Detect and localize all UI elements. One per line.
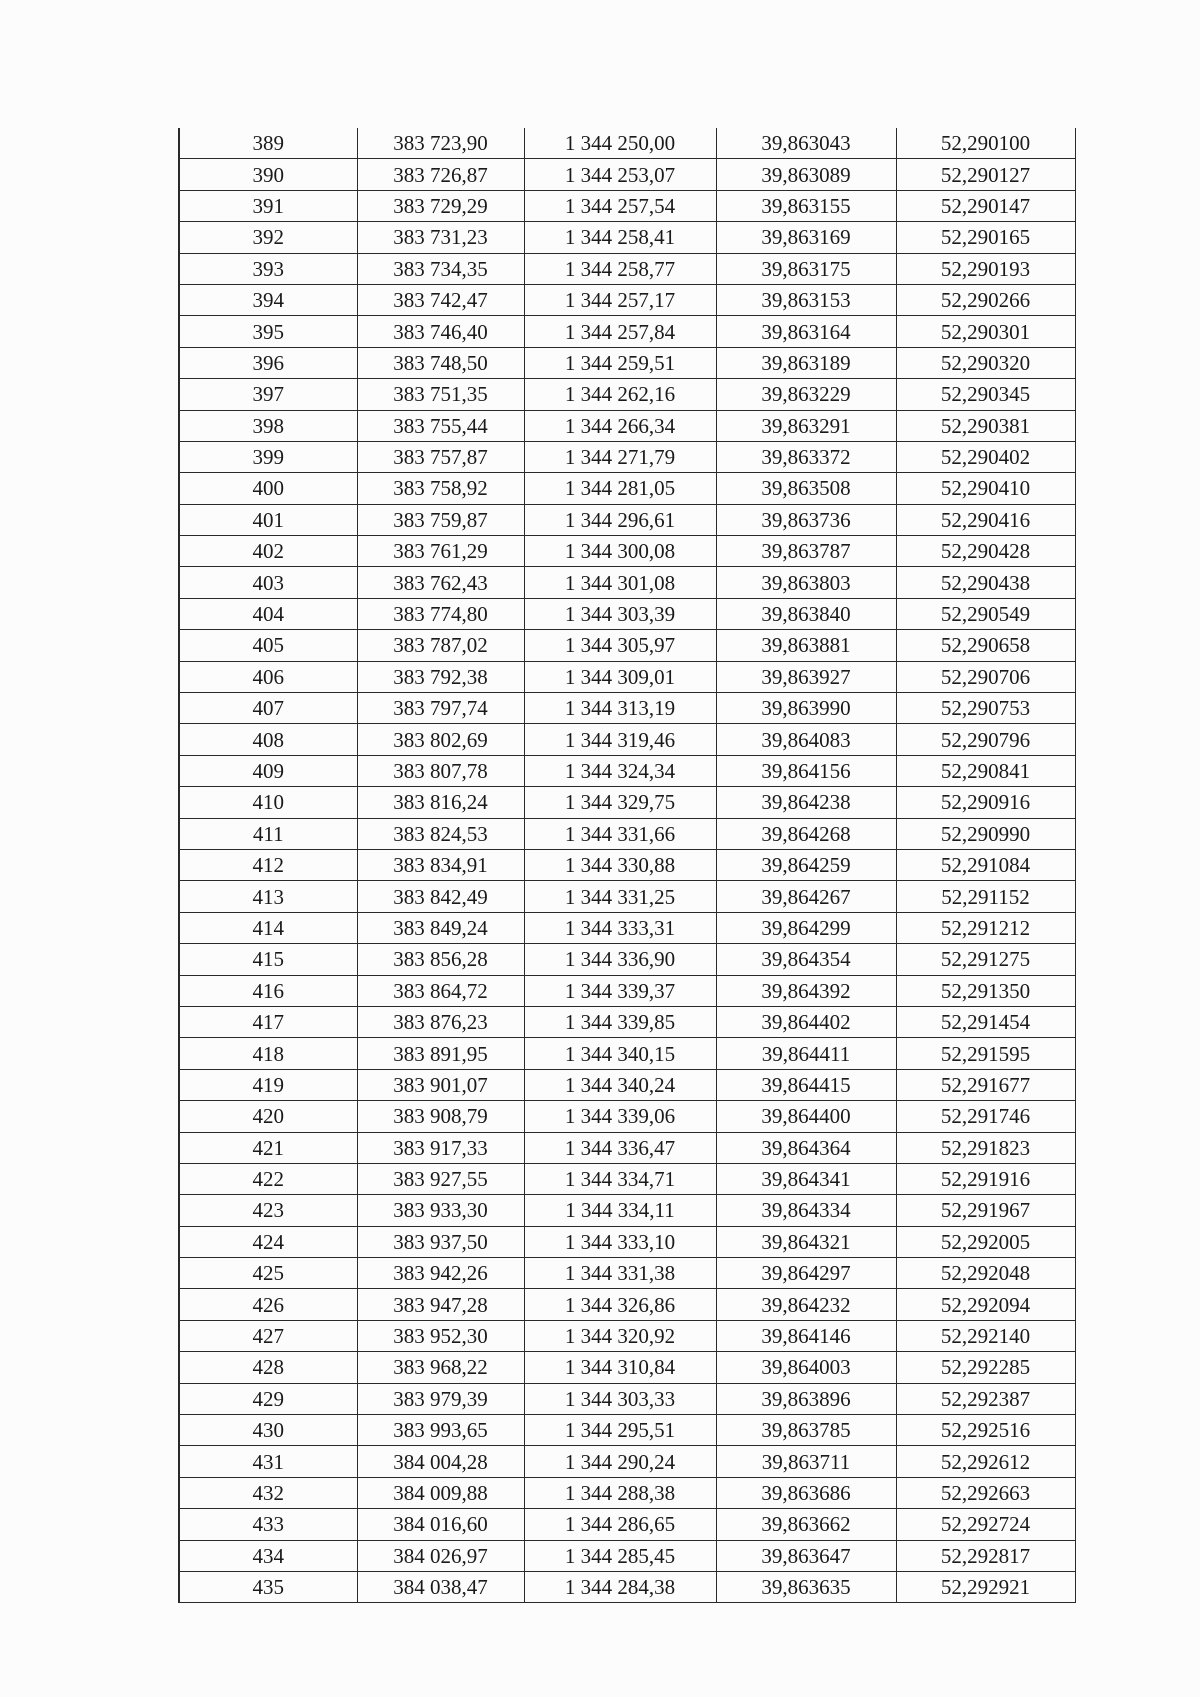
x-coordinate-cell: 384 009,88	[357, 1477, 524, 1508]
latitude-cell: 52,291350	[896, 975, 1075, 1006]
table-row	[179, 159, 1075, 190]
y-coordinate-cell: 1 344 340,15	[524, 1038, 716, 1069]
point-number-cell: 410	[179, 787, 357, 818]
point-number-cell: 416	[179, 975, 357, 1006]
table-row	[179, 1069, 1075, 1100]
x-coordinate-cell: 383 792,38	[357, 661, 524, 692]
table-row	[179, 598, 1075, 629]
latitude-cell: 52,290301	[896, 316, 1075, 347]
y-coordinate-cell: 1 344 331,25	[524, 881, 716, 912]
longitude-cell: 39,863711	[716, 1446, 896, 1477]
latitude-cell: 52,290193	[896, 253, 1075, 284]
longitude-cell: 39,863153	[716, 284, 896, 315]
longitude-cell: 39,863155	[716, 190, 896, 221]
longitude-cell: 39,864354	[716, 944, 896, 975]
longitude-cell: 39,863840	[716, 598, 896, 629]
y-coordinate-cell: 1 344 303,39	[524, 598, 716, 629]
longitude-cell: 39,863229	[716, 379, 896, 410]
longitude-cell: 39,864267	[716, 881, 896, 912]
table-row	[179, 190, 1075, 221]
x-coordinate-cell: 383 751,35	[357, 379, 524, 410]
latitude-cell: 52,290706	[896, 661, 1075, 692]
x-coordinate-cell: 383 774,80	[357, 598, 524, 629]
x-coordinate-cell: 383 807,78	[357, 755, 524, 786]
latitude-cell: 52,290266	[896, 284, 1075, 315]
longitude-cell: 39,863089	[716, 159, 896, 190]
latitude-cell: 52,290438	[896, 567, 1075, 598]
y-coordinate-cell: 1 344 334,71	[524, 1163, 716, 1194]
x-coordinate-cell: 383 901,07	[357, 1069, 524, 1100]
table-row	[179, 849, 1075, 880]
table-row	[179, 504, 1075, 535]
latitude-cell: 52,291746	[896, 1101, 1075, 1132]
longitude-cell: 39,864156	[716, 755, 896, 786]
point-number-cell: 409	[179, 755, 357, 786]
table-row	[179, 1195, 1075, 1226]
point-number-cell: 432	[179, 1477, 357, 1508]
point-number-cell: 429	[179, 1383, 357, 1414]
point-number-cell: 401	[179, 504, 357, 535]
longitude-cell: 39,863881	[716, 630, 896, 661]
point-number-cell: 413	[179, 881, 357, 912]
table-row	[179, 347, 1075, 378]
x-coordinate-cell: 383 849,24	[357, 912, 524, 943]
x-coordinate-cell: 383 797,74	[357, 693, 524, 724]
longitude-cell: 39,863043	[716, 128, 896, 159]
point-number-cell: 433	[179, 1509, 357, 1540]
x-coordinate-cell: 384 004,28	[357, 1446, 524, 1477]
y-coordinate-cell: 1 344 340,24	[524, 1069, 716, 1100]
point-number-cell: 405	[179, 630, 357, 661]
point-number-cell: 400	[179, 473, 357, 504]
longitude-cell: 39,864238	[716, 787, 896, 818]
x-coordinate-cell: 383 759,87	[357, 504, 524, 535]
point-number-cell: 412	[179, 849, 357, 880]
table-row	[179, 567, 1075, 598]
latitude-cell: 52,291275	[896, 944, 1075, 975]
table-row	[179, 473, 1075, 504]
x-coordinate-cell: 383 726,87	[357, 159, 524, 190]
longitude-cell: 39,864411	[716, 1038, 896, 1069]
table-row	[179, 1038, 1075, 1069]
x-coordinate-cell: 383 755,44	[357, 410, 524, 441]
point-number-cell: 415	[179, 944, 357, 975]
longitude-cell: 39,864083	[716, 724, 896, 755]
x-coordinate-cell: 383 787,02	[357, 630, 524, 661]
x-coordinate-cell: 383 824,53	[357, 818, 524, 849]
x-coordinate-cell: 383 933,30	[357, 1195, 524, 1226]
longitude-cell: 39,863169	[716, 222, 896, 253]
table-row	[179, 1477, 1075, 1508]
point-number-cell: 392	[179, 222, 357, 253]
x-coordinate-cell: 383 746,40	[357, 316, 524, 347]
y-coordinate-cell: 1 344 303,33	[524, 1383, 716, 1414]
latitude-cell: 52,292612	[896, 1446, 1075, 1477]
table-row	[179, 975, 1075, 1006]
table-row	[179, 1258, 1075, 1289]
latitude-cell: 52,290320	[896, 347, 1075, 378]
x-coordinate-cell: 384 038,47	[357, 1571, 524, 1602]
latitude-cell: 52,291212	[896, 912, 1075, 943]
table-row	[179, 693, 1075, 724]
y-coordinate-cell: 1 344 333,10	[524, 1226, 716, 1257]
longitude-cell: 39,864259	[716, 849, 896, 880]
y-coordinate-cell: 1 344 326,86	[524, 1289, 716, 1320]
longitude-cell: 39,864268	[716, 818, 896, 849]
x-coordinate-cell: 383 942,26	[357, 1258, 524, 1289]
y-coordinate-cell: 1 344 339,06	[524, 1101, 716, 1132]
point-number-cell: 407	[179, 693, 357, 724]
x-coordinate-cell: 383 748,50	[357, 347, 524, 378]
y-coordinate-cell: 1 344 262,16	[524, 379, 716, 410]
x-coordinate-cell: 383 876,23	[357, 1006, 524, 1037]
longitude-cell: 39,864232	[716, 1289, 896, 1320]
y-coordinate-cell: 1 344 336,90	[524, 944, 716, 975]
latitude-cell: 52,292048	[896, 1258, 1075, 1289]
table-row	[179, 1571, 1075, 1602]
latitude-cell: 52,292921	[896, 1571, 1075, 1602]
latitude-cell: 52,291967	[896, 1195, 1075, 1226]
y-coordinate-cell: 1 344 320,92	[524, 1320, 716, 1351]
x-coordinate-cell: 383 947,28	[357, 1289, 524, 1320]
latitude-cell: 52,290916	[896, 787, 1075, 818]
x-coordinate-cell: 384 026,97	[357, 1540, 524, 1571]
latitude-cell: 52,292817	[896, 1540, 1075, 1571]
x-coordinate-cell: 383 802,69	[357, 724, 524, 755]
y-coordinate-cell: 1 344 281,05	[524, 473, 716, 504]
x-coordinate-cell: 383 979,39	[357, 1383, 524, 1414]
point-number-cell: 389	[179, 128, 357, 159]
point-number-cell: 426	[179, 1289, 357, 1320]
y-coordinate-cell: 1 344 286,65	[524, 1509, 716, 1540]
y-coordinate-cell: 1 344 339,37	[524, 975, 716, 1006]
table-row	[179, 787, 1075, 818]
table-row	[179, 316, 1075, 347]
y-coordinate-cell: 1 344 271,79	[524, 441, 716, 472]
latitude-cell: 52,292140	[896, 1320, 1075, 1351]
longitude-cell: 39,864297	[716, 1258, 896, 1289]
longitude-cell: 39,864321	[716, 1226, 896, 1257]
y-coordinate-cell: 1 344 258,41	[524, 222, 716, 253]
longitude-cell: 39,864146	[716, 1320, 896, 1351]
table-row	[179, 724, 1075, 755]
y-coordinate-cell: 1 344 319,46	[524, 724, 716, 755]
longitude-cell: 39,863372	[716, 441, 896, 472]
y-coordinate-cell: 1 344 310,84	[524, 1352, 716, 1383]
latitude-cell: 52,290410	[896, 473, 1075, 504]
latitude-cell: 52,291084	[896, 849, 1075, 880]
latitude-cell: 52,292724	[896, 1509, 1075, 1540]
latitude-cell: 52,290990	[896, 818, 1075, 849]
latitude-cell: 52,292387	[896, 1383, 1075, 1414]
latitude-cell: 52,292094	[896, 1289, 1075, 1320]
y-coordinate-cell: 1 344 313,19	[524, 693, 716, 724]
latitude-cell: 52,292005	[896, 1226, 1075, 1257]
x-coordinate-cell: 383 742,47	[357, 284, 524, 315]
point-number-cell: 393	[179, 253, 357, 284]
y-coordinate-cell: 1 344 284,38	[524, 1571, 716, 1602]
table-row	[179, 284, 1075, 315]
table-row	[179, 630, 1075, 661]
y-coordinate-cell: 1 344 257,84	[524, 316, 716, 347]
latitude-cell: 52,291916	[896, 1163, 1075, 1194]
y-coordinate-cell: 1 344 334,11	[524, 1195, 716, 1226]
point-number-cell: 430	[179, 1415, 357, 1446]
point-number-cell: 404	[179, 598, 357, 629]
point-number-cell: 398	[179, 410, 357, 441]
y-coordinate-cell: 1 344 290,24	[524, 1446, 716, 1477]
x-coordinate-cell: 383 952,30	[357, 1320, 524, 1351]
point-number-cell: 422	[179, 1163, 357, 1194]
x-coordinate-cell: 383 968,22	[357, 1352, 524, 1383]
latitude-cell: 52,291454	[896, 1006, 1075, 1037]
latitude-cell: 52,290549	[896, 598, 1075, 629]
point-number-cell: 431	[179, 1446, 357, 1477]
longitude-cell: 39,863896	[716, 1383, 896, 1414]
table-row	[179, 536, 1075, 567]
longitude-cell: 39,863175	[716, 253, 896, 284]
x-coordinate-cell: 383 729,29	[357, 190, 524, 221]
y-coordinate-cell: 1 344 309,01	[524, 661, 716, 692]
latitude-cell: 52,292285	[896, 1352, 1075, 1383]
x-coordinate-cell: 383 723,90	[357, 128, 524, 159]
x-coordinate-cell: 383 856,28	[357, 944, 524, 975]
latitude-cell: 52,290127	[896, 159, 1075, 190]
table-row	[179, 1132, 1075, 1163]
y-coordinate-cell: 1 344 330,88	[524, 849, 716, 880]
x-coordinate-cell: 383 731,23	[357, 222, 524, 253]
y-coordinate-cell: 1 344 285,45	[524, 1540, 716, 1571]
latitude-cell: 52,292516	[896, 1415, 1075, 1446]
point-number-cell: 397	[179, 379, 357, 410]
point-number-cell: 394	[179, 284, 357, 315]
y-coordinate-cell: 1 344 258,77	[524, 253, 716, 284]
latitude-cell: 52,290658	[896, 630, 1075, 661]
longitude-cell: 39,864003	[716, 1352, 896, 1383]
latitude-cell: 52,291823	[896, 1132, 1075, 1163]
latitude-cell: 52,290796	[896, 724, 1075, 755]
point-number-cell: 395	[179, 316, 357, 347]
point-number-cell: 423	[179, 1195, 357, 1226]
x-coordinate-cell: 383 757,87	[357, 441, 524, 472]
point-number-cell: 414	[179, 912, 357, 943]
table-row	[179, 1383, 1075, 1414]
point-number-cell: 406	[179, 661, 357, 692]
table-row	[179, 222, 1075, 253]
point-number-cell: 402	[179, 536, 357, 567]
longitude-cell: 39,863635	[716, 1571, 896, 1602]
longitude-cell: 39,863189	[716, 347, 896, 378]
latitude-cell: 52,290841	[896, 755, 1075, 786]
latitude-cell: 52,290753	[896, 693, 1075, 724]
longitude-cell: 39,864364	[716, 1132, 896, 1163]
point-number-cell: 408	[179, 724, 357, 755]
coordinates-table-body	[179, 128, 1075, 1603]
x-coordinate-cell: 383 891,95	[357, 1038, 524, 1069]
y-coordinate-cell: 1 344 331,66	[524, 818, 716, 849]
x-coordinate-cell: 383 734,35	[357, 253, 524, 284]
table-row	[179, 128, 1075, 159]
point-number-cell: 420	[179, 1101, 357, 1132]
longitude-cell: 39,864400	[716, 1101, 896, 1132]
point-number-cell: 399	[179, 441, 357, 472]
table-row	[179, 661, 1075, 692]
latitude-cell: 52,290165	[896, 222, 1075, 253]
longitude-cell: 39,863291	[716, 410, 896, 441]
latitude-cell: 52,291595	[896, 1038, 1075, 1069]
longitude-cell: 39,863785	[716, 1415, 896, 1446]
x-coordinate-cell: 383 864,72	[357, 975, 524, 1006]
table-row	[179, 818, 1075, 849]
latitude-cell: 52,290381	[896, 410, 1075, 441]
y-coordinate-cell: 1 344 329,75	[524, 787, 716, 818]
point-number-cell: 419	[179, 1069, 357, 1100]
latitude-cell: 52,290402	[896, 441, 1075, 472]
longitude-cell: 39,864299	[716, 912, 896, 943]
longitude-cell: 39,863647	[716, 1540, 896, 1571]
point-number-cell: 435	[179, 1571, 357, 1602]
x-coordinate-cell: 383 762,43	[357, 567, 524, 598]
longitude-cell: 39,864392	[716, 975, 896, 1006]
longitude-cell: 39,864402	[716, 1006, 896, 1037]
table-row	[179, 1540, 1075, 1571]
y-coordinate-cell: 1 344 339,85	[524, 1006, 716, 1037]
y-coordinate-cell: 1 344 333,31	[524, 912, 716, 943]
point-number-cell: 391	[179, 190, 357, 221]
y-coordinate-cell: 1 344 301,08	[524, 567, 716, 598]
point-number-cell: 427	[179, 1320, 357, 1351]
latitude-cell: 52,290147	[896, 190, 1075, 221]
point-number-cell: 390	[179, 159, 357, 190]
table-row	[179, 1226, 1075, 1257]
x-coordinate-cell: 383 816,24	[357, 787, 524, 818]
latitude-cell: 52,290416	[896, 504, 1075, 535]
table-row	[179, 944, 1075, 975]
y-coordinate-cell: 1 344 257,54	[524, 190, 716, 221]
table-row	[179, 1101, 1075, 1132]
longitude-cell: 39,863686	[716, 1477, 896, 1508]
x-coordinate-cell: 383 842,49	[357, 881, 524, 912]
y-coordinate-cell: 1 344 253,07	[524, 159, 716, 190]
y-coordinate-cell: 1 344 288,38	[524, 1477, 716, 1508]
y-coordinate-cell: 1 344 336,47	[524, 1132, 716, 1163]
y-coordinate-cell: 1 344 296,61	[524, 504, 716, 535]
y-coordinate-cell: 1 344 300,08	[524, 536, 716, 567]
y-coordinate-cell: 1 344 259,51	[524, 347, 716, 378]
latitude-cell: 52,290428	[896, 536, 1075, 567]
table-row	[179, 441, 1075, 472]
y-coordinate-cell: 1 344 266,34	[524, 410, 716, 441]
latitude-cell: 52,291677	[896, 1069, 1075, 1100]
point-number-cell: 396	[179, 347, 357, 378]
table-row	[179, 1509, 1075, 1540]
table-row	[179, 1163, 1075, 1194]
point-number-cell: 425	[179, 1258, 357, 1289]
table-row	[179, 379, 1075, 410]
longitude-cell: 39,863803	[716, 567, 896, 598]
y-coordinate-cell: 1 344 295,51	[524, 1415, 716, 1446]
table-row	[179, 755, 1075, 786]
longitude-cell: 39,863508	[716, 473, 896, 504]
y-coordinate-cell: 1 344 324,34	[524, 755, 716, 786]
point-number-cell: 421	[179, 1132, 357, 1163]
longitude-cell: 39,864415	[716, 1069, 896, 1100]
x-coordinate-cell: 383 908,79	[357, 1101, 524, 1132]
point-number-cell: 403	[179, 567, 357, 598]
table-row	[179, 410, 1075, 441]
point-number-cell: 424	[179, 1226, 357, 1257]
x-coordinate-cell: 383 758,92	[357, 473, 524, 504]
x-coordinate-cell: 383 834,91	[357, 849, 524, 880]
table-row	[179, 1415, 1075, 1446]
longitude-cell: 39,863736	[716, 504, 896, 535]
y-coordinate-cell: 1 344 257,17	[524, 284, 716, 315]
longitude-cell: 39,864334	[716, 1195, 896, 1226]
table-row	[179, 253, 1075, 284]
point-number-cell: 411	[179, 818, 357, 849]
longitude-cell: 39,863927	[716, 661, 896, 692]
y-coordinate-cell: 1 344 331,38	[524, 1258, 716, 1289]
x-coordinate-cell: 384 016,60	[357, 1509, 524, 1540]
x-coordinate-cell: 383 937,50	[357, 1226, 524, 1257]
table-row	[179, 1006, 1075, 1037]
table-row	[179, 881, 1075, 912]
x-coordinate-cell: 383 993,65	[357, 1415, 524, 1446]
latitude-cell: 52,290100	[896, 128, 1075, 159]
x-coordinate-cell: 383 761,29	[357, 536, 524, 567]
x-coordinate-cell: 383 927,55	[357, 1163, 524, 1194]
latitude-cell: 52,290345	[896, 379, 1075, 410]
table-row	[179, 1352, 1075, 1383]
latitude-cell: 52,291152	[896, 881, 1075, 912]
latitude-cell: 52,292663	[896, 1477, 1075, 1508]
x-coordinate-cell: 383 917,33	[357, 1132, 524, 1163]
longitude-cell: 39,863990	[716, 693, 896, 724]
y-coordinate-cell: 1 344 250,00	[524, 128, 716, 159]
table-row	[179, 1320, 1075, 1351]
table-row	[179, 1446, 1075, 1477]
point-number-cell: 428	[179, 1352, 357, 1383]
point-number-cell: 434	[179, 1540, 357, 1571]
y-coordinate-cell: 1 344 305,97	[524, 630, 716, 661]
point-number-cell: 418	[179, 1038, 357, 1069]
longitude-cell: 39,863662	[716, 1509, 896, 1540]
point-number-cell: 417	[179, 1006, 357, 1037]
table-row	[179, 912, 1075, 943]
longitude-cell: 39,863787	[716, 536, 896, 567]
table-row	[179, 1289, 1075, 1320]
longitude-cell: 39,864341	[716, 1163, 896, 1194]
longitude-cell: 39,863164	[716, 316, 896, 347]
coordinates-table	[178, 128, 1076, 1603]
